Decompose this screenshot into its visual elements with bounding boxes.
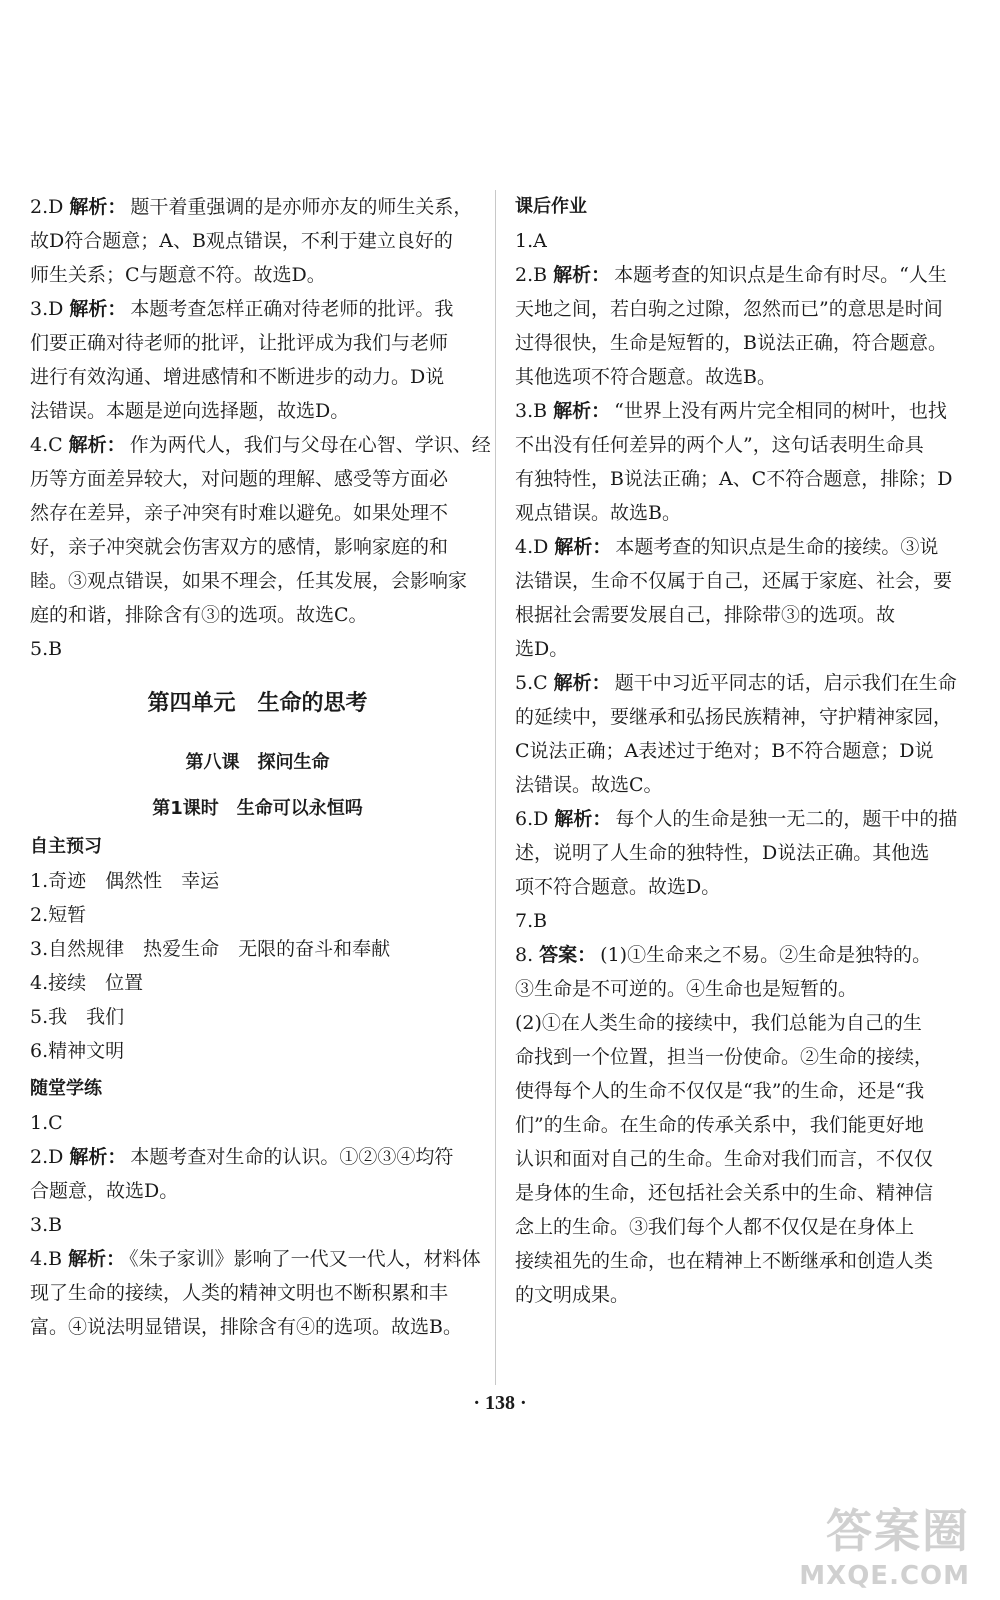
answer-item (30, 1242, 485, 1344)
answer-text: 接续祖先的生命，也在精神上不断继承和创造人类 (515, 1250, 934, 1272)
answer-item: 5.B (30, 638, 63, 660)
answer-text: 过得很快，生命是短暂的，B说法正确，符合题意。 (515, 332, 947, 354)
answer-text: 有独特性，B说法正确；A、C不符合题意，排除；D (515, 468, 953, 490)
question-number: 4.B (30, 1248, 63, 1270)
answer-text: ③生命是不可逆的。④生命也是短暂的。 (515, 978, 858, 1000)
answer-text: 项不符合题意。故选D。 (515, 876, 721, 898)
analysis-label: 解析： (554, 808, 612, 830)
answer-label: 答案： (539, 944, 597, 966)
preview-item: 6.精神文明 (30, 1040, 125, 1062)
answer-text: 师生关系；C与题意不符。故选D。 (30, 264, 326, 286)
answer-text: 现了生命的接续，人类的精神文明也不断积累和丰 (30, 1282, 449, 1304)
answer-text: (2)①在人类生命的接续中，我们总能为自己的生 (515, 1012, 922, 1034)
answer-item: 3.B (30, 1214, 63, 1236)
answer-text: 认识和面对自己的生命。生命对我们而言，不仅仅 (515, 1148, 934, 1170)
question-number: 5.C (515, 672, 548, 694)
answer-text: 的文明成果。 (515, 1284, 630, 1306)
question-number: 4.C (30, 434, 63, 456)
question-number: 3.B (515, 400, 548, 422)
answer-item (515, 802, 965, 904)
question-number: 2.D (30, 196, 64, 218)
preview-item: 2.短暂 (30, 904, 87, 926)
column-divider (495, 190, 496, 1385)
question-number: 2.B (515, 264, 548, 286)
analysis-label: 解析： (68, 434, 126, 456)
answer-text: 庭的和谐，排除含有③的选项。故选C。 (30, 604, 368, 626)
answer-text: 其他选项不符合题意。故选B。 (515, 366, 776, 388)
answer-item (515, 530, 965, 666)
answer-text: 法错误。本题是逆向选择题，故选D。 (30, 400, 350, 422)
answer-text: 法错误。故选C。 (515, 774, 663, 796)
answer-item (515, 394, 965, 530)
analysis-label: 解析： (553, 672, 611, 694)
answer-text: 好，亲子冲突就会伤害双方的感情，影响家庭的和 (30, 536, 449, 558)
analysis-label: 解析： (69, 298, 127, 320)
answer-item (515, 258, 965, 394)
answer-text: 观点错误。故选B。 (515, 502, 681, 524)
answer-item (30, 428, 491, 632)
answer-item: 7.B (515, 910, 548, 932)
answer-text: 述，说明了人生命的独特性，D说法正确。其他选 (515, 842, 930, 864)
answer-text: 本题考查的知识点是生命有时尽。“人生 (614, 264, 947, 286)
answer-text: 历等方面差异较大，对问题的理解、感受等方面必 (30, 468, 449, 490)
answer-text: 每个人的生命是独一无二的，题干中的描 (615, 808, 958, 830)
watermark-logo: 答案圈 (826, 1504, 970, 1558)
answer-text: 故D符合题意；A、B观点错误，不利于建立良好的 (30, 230, 453, 252)
answer-text: 使得每个人的生命不仅仅是“我”的生命，还是“我 (515, 1080, 925, 1102)
answer-text: 根据社会需要发展自己，排除带③的选项。故 (515, 604, 896, 626)
watermark-url: MXQE.COM (799, 1561, 970, 1591)
question-number: 2.D (30, 1146, 64, 1168)
analysis-label: 解析： (554, 536, 612, 558)
answer-text: 本题考查的知识点是生命的接续。③说 (615, 536, 939, 558)
answer-text: 睦。③观点错误，如果不理会，任其发展，会影响家 (30, 570, 468, 592)
answer-item: 1.C (30, 1112, 63, 1134)
left-column (30, 190, 491, 1344)
answer-text: 们”的生命。在生命的传承关系中，我们能更好地 (515, 1114, 924, 1136)
preview-item: 3.自然规律 热爱生命 无限的奋斗和奉献 (30, 938, 391, 960)
answer-text: 《朱子家训》影响了一代又一代人，材料体 (129, 1248, 481, 1270)
unit-title: 第四单元 生命的思考 (147, 691, 368, 716)
answer-item (30, 292, 485, 428)
answer-text: 法错误，生命不仅属于自己，还属于家庭、社会，要 (515, 570, 953, 592)
analysis-label: 解析： (69, 196, 127, 218)
section-heading-preview: 自主预习 (30, 836, 102, 857)
answer-text: 念上的生命。③我们每个人都不仅仅是在身体上 (515, 1216, 915, 1238)
answer-text: 们要正确对待老师的批评，让批评成为我们与老师 (30, 332, 449, 354)
answer-text: “世界上没有两片完全相同的树叶，也找 (614, 400, 947, 422)
answer-text: 选D。 (515, 638, 569, 660)
analysis-label: 解析： (553, 264, 611, 286)
answer-text: 天地之间，若白驹之过隙，忽然而已”的意思是时间 (515, 298, 943, 320)
answer-text: 然存在差异，亲子冲突有时难以避免。如果处理不 (30, 502, 449, 524)
answer-text: 不出没有任何差异的两个人”，这句话表明生命具 (515, 434, 924, 456)
section-heading-practice: 随堂学练 (30, 1078, 102, 1099)
answer-text: 是身体的生命，还包括社会关系中的生命、精神信 (515, 1182, 934, 1204)
question-number: 3.D (30, 298, 64, 320)
analysis-label: 解析： (68, 1248, 126, 1270)
answer-text: 题干中习近平同志的话，启示我们在生命 (614, 672, 957, 694)
answer-item: 1.A (515, 230, 547, 252)
page-number: · 138 · (473, 1392, 527, 1414)
preview-item: 4.接续 位置 (30, 972, 144, 994)
lesson-title: 第八课 探问生命 (185, 752, 330, 773)
answer-item (30, 190, 485, 292)
answer-text: 进行有效沟通、增进感情和不断进步的动力。D说 (30, 366, 445, 388)
answer-text: 作为两代人，我们与父母在心智、学识、经 (129, 434, 491, 456)
question-number: 4.D (515, 536, 549, 558)
answer-text: 富。④说法明显错误，排除含有④的选项。故选B。 (30, 1316, 462, 1338)
answer-text: 合题意，故选D。 (30, 1180, 179, 1202)
answer-item (515, 666, 965, 802)
question-number: 6.D (515, 808, 549, 830)
analysis-label: 解析： (553, 400, 611, 422)
answer-item (515, 938, 965, 1312)
answer-text: 题干着重强调的是亦师亦友的师生关系， (130, 196, 473, 218)
preview-item: 5.我 我们 (30, 1006, 125, 1028)
answer-text: C说法正确；A表述过于绝对；B不符合题意；D说 (515, 740, 934, 762)
answer-text: 的延续中，要继承和弘扬民族精神，守护精神家园， (515, 706, 953, 728)
question-number: 8. (515, 944, 534, 966)
answer-text: (1)①生命来之不易。②生命是独特的。 (600, 944, 932, 966)
period-title: 第1课时 生命可以永恒吗 (152, 798, 363, 819)
answer-item (30, 1140, 485, 1208)
watermark (799, 1495, 970, 1591)
analysis-label: 解析： (69, 1146, 127, 1168)
right-column (515, 190, 965, 1312)
preview-item: 1.奇迹 偶然性 幸运 (30, 870, 220, 892)
answer-text: 本题考查怎样正确对待老师的批评。我 (130, 298, 454, 320)
answer-text: 本题考查对生命的认识。①②③④均符 (130, 1146, 454, 1168)
answer-text: 命找到一个位置，担当一份使命。②生命的接续， (515, 1046, 934, 1068)
section-heading-homework: 课后作业 (515, 196, 587, 217)
